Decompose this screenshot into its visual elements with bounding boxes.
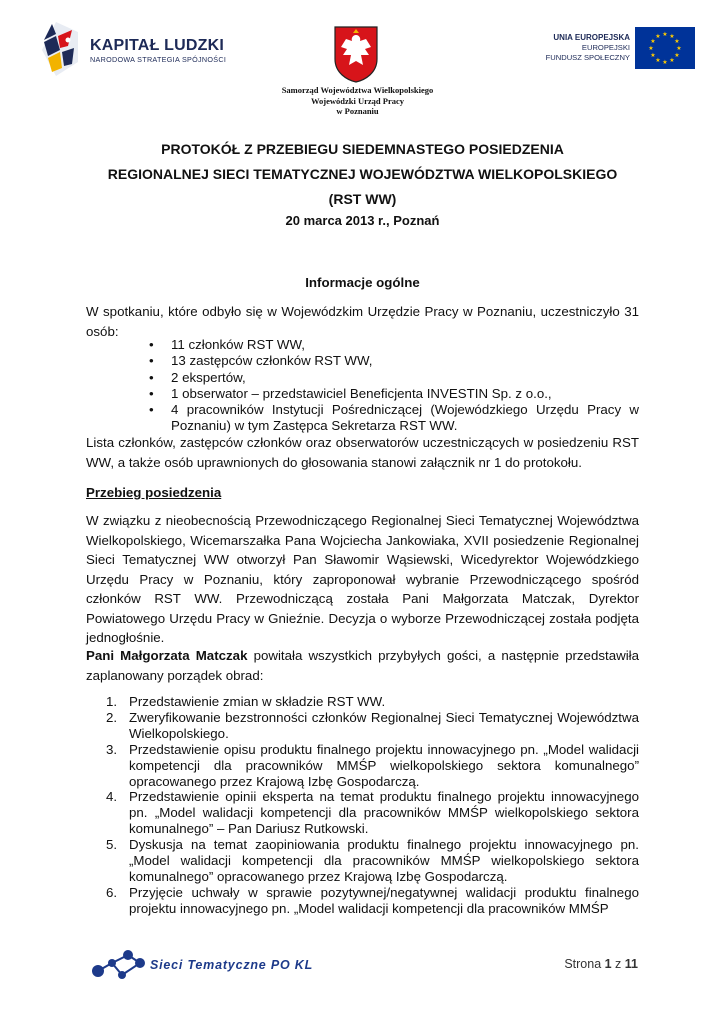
svg-text:★: ★	[662, 59, 668, 66]
meeting-date: 20 marca 2013 r., Poznań	[285, 213, 440, 228]
agenda-text: Przedstawienie opinii eksperta na temat produktu finalnego projektu innowacyjnego pn. „Model walidacji kompetencji dla pracowników MMŚP wielkopolskiego sektora komunalnego” – Pan Dariusz Rutkowski.	[129, 789, 639, 837]
list-item	[106, 742, 639, 790]
attendance-note: Lista członków, zastępców członków oraz obserwatorów uczestniczących w posiedzeniu RST WW, a także osób uprawnionych do głosowania stanowi załącznik nr 1 do protokołu.	[86, 435, 639, 470]
footer-brand: Sieci Tematyczne PO KL	[150, 958, 314, 972]
agenda-number: 4.	[106, 789, 118, 805]
svg-text:★: ★	[650, 52, 656, 59]
svg-text:★: ★	[648, 45, 654, 52]
network-logo-icon	[88, 945, 148, 985]
list-item: • 4 pracowników Instytucji Pośredniczącej (Wojewódzkiego Urzędu Pracy w Poznaniu) w tym Zastępca Sekretarza RST WW.	[147, 402, 639, 435]
eu-line: EUROPEJSKI	[581, 43, 630, 52]
agenda-text: Zweryfikowanie bezstronności członków Regionalnej Sieci Tematycznej Województwa Wielkopolskiego.	[129, 709, 639, 741]
list-item: • 13 zastępców członków RST WW,	[147, 353, 639, 369]
svg-text:★: ★	[674, 38, 680, 45]
agenda-number: 3.	[106, 741, 118, 757]
eu-line: FUNDUSZ SPOŁECZNY	[545, 53, 630, 62]
svg-text:★: ★	[655, 57, 661, 64]
list-item	[106, 837, 639, 885]
institution-line: Wojewódzki Urząd Pracy	[310, 95, 404, 106]
agenda-list	[106, 694, 639, 917]
page-prefix: Strona	[564, 957, 605, 971]
list-item	[106, 885, 639, 917]
svg-text:★: ★	[662, 31, 668, 38]
eu-fund-label	[530, 33, 630, 63]
program-subtitle: NARODOWA STRATEGIA SPÓJNOŚCI	[90, 55, 227, 64]
svg-text:★: ★	[669, 33, 675, 40]
agenda-text: Przyjęcie uchwały w sprawie pozytywnej/negatywnej walidacji produktu finalnego projektu innowacyjnego pn. „Model walidacji kompetencji dla pracowników MMŚP	[129, 884, 639, 916]
page-total: 11	[624, 957, 638, 971]
list-item: • 2 ekspertów,	[147, 370, 639, 386]
agenda-text: Przedstawienie zmian w składzie RST WW.	[129, 694, 386, 709]
program-title: KAPITAŁ LUDZKI	[90, 37, 225, 54]
agenda-number: 2.	[106, 709, 118, 725]
agenda-number: 5.	[106, 837, 118, 853]
eu-line: UNIA EUROPEJSKA	[553, 33, 630, 42]
list-item	[106, 710, 639, 742]
agenda-number: 1.	[106, 694, 118, 709]
eu-flag-icon	[635, 27, 695, 69]
page-mid: z	[611, 957, 625, 971]
list-item: • 11 członków RST WW,	[147, 337, 639, 353]
list-item	[106, 694, 639, 710]
svg-text:★: ★	[676, 45, 682, 52]
list-item	[106, 789, 639, 837]
participants-list	[147, 337, 639, 435]
svg-text:★: ★	[650, 38, 656, 45]
page-number	[520, 957, 638, 971]
section-heading-info: Informacje ogólne	[305, 275, 420, 290]
svg-text:★: ★	[655, 33, 661, 40]
agenda-text: Przedstawienie opisu produktu finalnego projektu innowacyjnego pn. „Model walidacji kompetencji dla pracowników MMŚP wielkopolskiego sektora komunalnego” opracowanego przez Krajową Izbę Gospodarczą.	[129, 741, 639, 789]
agenda-text: Dyskusja na temat zaopiniowania produktu finalnego projektu innowacyjnego pn. „Model walidacji kompetencji dla pracowników MMŚP wielkopolskiego sektora komunalnego” opracowanego przez Krajową Izbę Gospodarczą.	[129, 837, 639, 884]
document-title-line: PROTOKÓŁ Z PRZEBIEGU SIEDEMNASTEGO POSIEDZENIA	[161, 141, 564, 157]
document-title-line: (RST WW)	[328, 191, 397, 207]
chair-name: Pani Małgorzata Matczak	[86, 648, 248, 663]
institution-line: w Poznaniu	[336, 106, 379, 116]
list-item: • 1 obserwator – przedstawiciel Beneficjenta INVESTIN Sp. z o.o.,	[147, 386, 639, 402]
institution-block	[220, 85, 495, 117]
intro-paragraph: W spotkaniu, które odbyło się w Wojewódzkim Urzędzie Pracy w Poznaniu, uczestniczyło 31 osób:	[86, 304, 639, 339]
progress-paragraph: W związku z nieobecnością Przewodniczącego Regionalnej Sieci Tematycznej Województwa Wielkopolskiego, Wicemarszałka Pana Wojciecha Jankowiaka, XVII posiedzenie Regionalnej Sieci Tematycznej WW otworzył Pan Sławomir Wąsiewski, Wicedyrektor Wojewódzkiego Urzędu Pracy w Poznaniu, który zaproponował wybranie Przewodniczącego spośród członków RST WW. Przewodniczącą została Pani Małgorzata Matczak, Dyrektor Powiatowego Urzędu Pracy w Gnieźnie. Decyzja o wyborze Przewodniczącej została podjęta jednogłośnie.	[86, 513, 639, 645]
svg-text:★: ★	[669, 57, 675, 64]
document-title-line: REGIONALNEJ SIECI TEMATYCZNEJ WOJEWÓDZTWA WIELKOPOLSKIEGO	[107, 166, 618, 182]
wielkopolska-crest-icon	[333, 25, 379, 83]
svg-text:★: ★	[674, 52, 680, 59]
page-current: 1	[604, 957, 612, 971]
chair-paragraph-text: powitała wszystkich przybyłych gości, a następnie przedstawiła zaplanowany porządek obrad:	[86, 648, 639, 683]
institution-line: Samorząd Województwa Wielkopolskiego	[281, 85, 434, 95]
chair-paragraph	[86, 646, 639, 685]
section-heading-progress: Przebieg posiedzenia	[86, 485, 222, 500]
agenda-number: 6.	[106, 884, 118, 900]
